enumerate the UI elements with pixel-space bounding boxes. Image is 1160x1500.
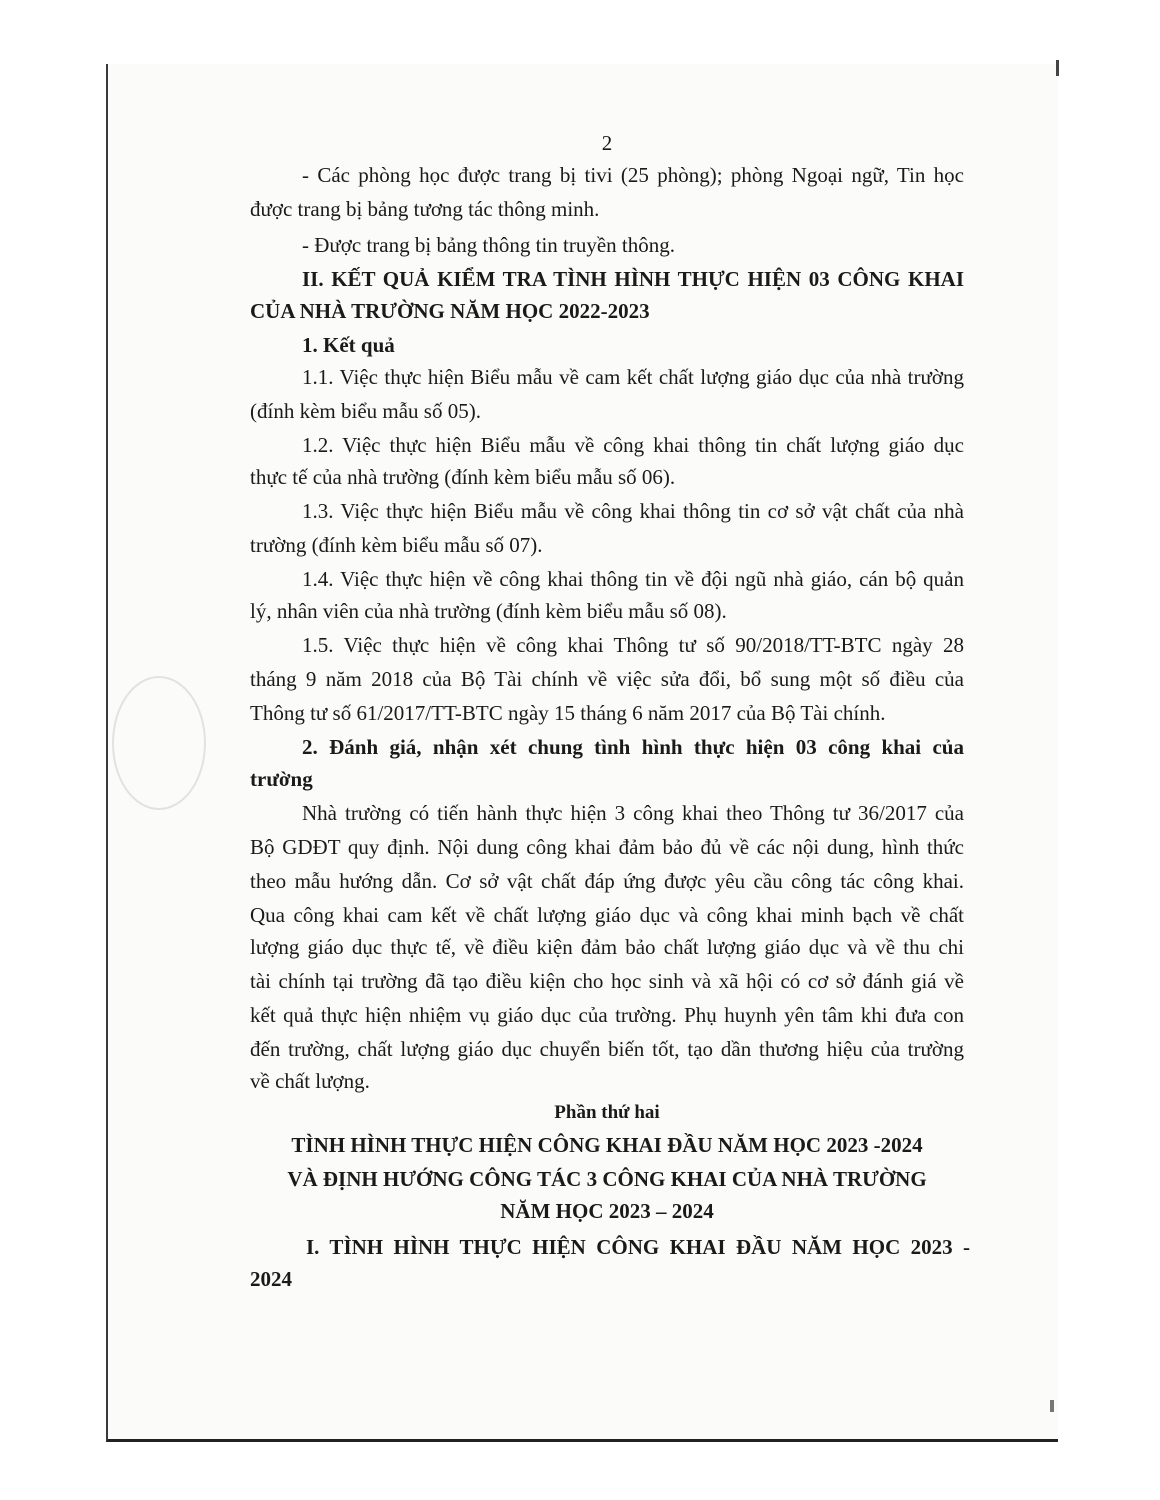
section-heading: I. TÌNH HÌNH THỰC HIỆN CÔNG KHAI ĐẦU NĂM HỌC 2023 - [306,1235,970,1259]
subsection-heading: trường [250,767,313,791]
item-line: 1.2. Việc thực hiện Biểu mẫu về công khai thông tin chất lượng giáo dục [302,433,964,457]
scan-edge-mark [1056,60,1059,76]
paragraph-line: kết quả thực hiện nhiệm vụ giáo dục của trường. Phụ huynh yên tâm khi đưa con [250,1003,964,1027]
paragraph-line: Nhà trường có tiến hành thực hiện 3 công khai theo Thông tư 36/2017 của [302,801,964,825]
paragraph-line: tài chính tại trường đã tạo điều kiện cho học sinh và xã hội có cơ sở đánh giá về [250,969,964,993]
paragraph-line: lượng giáo dục thực tế, về điều kiện đảm bảo chất lượng giáo dục và về thu chi [250,935,964,959]
item-line: trường (đính kèm biểu mẫu số 07). [250,533,543,557]
part-title: TÌNH HÌNH THỰC HIỆN CÔNG KHAI ĐẦU NĂM HỌC 2023 -2024 [291,1133,923,1157]
paragraph-line: Qua công khai cam kết về chất lượng giáo dục và công khai minh bạch về chất [250,903,964,927]
subsection-heading: 1. Kết quả [302,333,395,357]
item-line: lý, nhân viên của nhà trường (đính kèm biểu mẫu số 08). [250,599,727,623]
item-line: 1.1. Việc thực hiện Biểu mẫu về cam kết chất lượng giáo dục của nhà trường [302,365,964,389]
item-line: (đính kèm biểu mẫu số 05). [250,399,481,423]
subsection-heading: 2. Đánh giá, nhận xét chung tình hình thực hiện 03 công khai của [302,735,964,759]
part-title: VÀ ĐỊNH HƯỚNG CÔNG TÁC 3 CÔNG KHAI CỦA NHÀ TRƯỜNG [287,1167,927,1191]
scan-edge-mark [1050,1400,1054,1412]
section-heading: 2024 [250,1267,292,1291]
item-line: 1.3. Việc thực hiện Biểu mẫu về công khai thông tin cơ sở vật chất của nhà [302,499,964,523]
paragraph-line: đến trường, chất lượng giáo dục chuyển biến tốt, tạo dần thương hiệu của trường [250,1037,964,1061]
item-line: Thông tư số 61/2017/TT-BTC ngày 15 tháng 6 năm 2017 của Bộ Tài chính. [250,701,886,725]
bullet-line: - Các phòng học được trang bị tivi (25 phòng); phòng Ngoại ngữ, Tin học [302,163,964,187]
bullet-line: - Được trang bị bảng thông tin truyền thông. [302,233,676,257]
part-label: Phần thứ hai [554,1102,660,1123]
section-heading: II. KẾT QUẢ KIỂM TRA TÌNH HÌNH THỰC HIỆN 03 CÔNG KHAI [302,267,964,291]
paragraph-line: về chất lượng. [250,1069,370,1093]
item-line: 1.5. Việc thực hiện về công khai Thông tư số 90/2018/TT-BTC ngày 28 [302,633,964,657]
section-heading: CỦA NHÀ TRƯỜNG NĂM HỌC 2022-2023 [250,299,650,323]
page-number: 2 [601,131,613,155]
bullet-line: được trang bị bảng tương tác thông minh. [250,197,600,221]
paragraph-line: theo mẫu hướng dẫn. Cơ sở vật chất đáp ứng được yêu cầu công tác công khai. [250,869,964,893]
part-title: NĂM HỌC 2023 – 2024 [500,1199,714,1223]
item-line: 1.4. Việc thực hiện về công khai thông tin về đội ngũ nhà giáo, cán bộ quản [302,567,964,591]
item-line: tháng 9 năm 2018 của Bộ Tài chính về việc sửa đổi, bổ sung một số điều của [250,667,964,691]
faded-stamp [112,676,206,810]
item-line: thực tế của nhà trường (đính kèm biểu mẫu số 06). [250,465,676,489]
paragraph-line: Bộ GDĐT quy định. Nội dung công khai đảm bảo đủ về các nội dung, hình thức [250,835,964,859]
